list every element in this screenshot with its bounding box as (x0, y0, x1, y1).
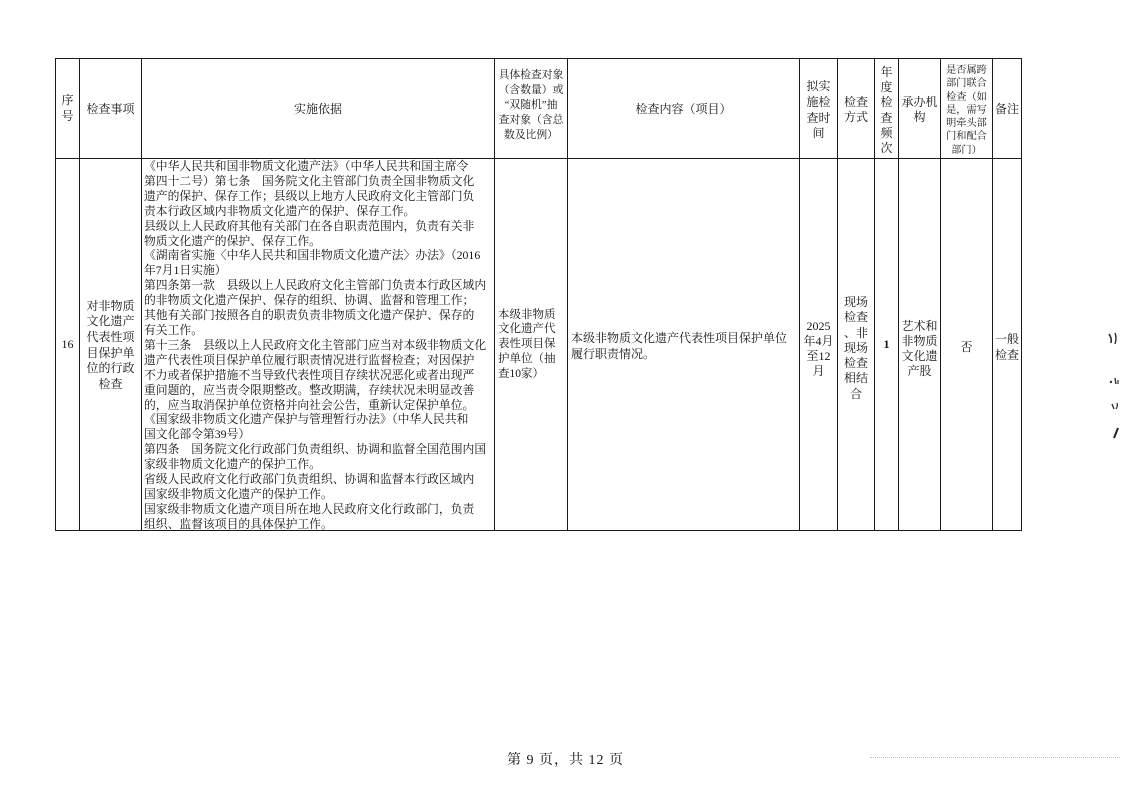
header-annual-frequency-line: 次 (880, 140, 893, 155)
cell-seq-text (62, 337, 74, 353)
header-annual-frequency-line: 检 (880, 95, 893, 110)
header-inspection-item-line: 检查事项 (86, 102, 135, 117)
cell-annual-frequency (875, 159, 899, 531)
cell-planned-time-text (803, 319, 833, 379)
scan-artifact-marks (1104, 328, 1123, 448)
header-annual-frequency (875, 59, 899, 159)
header-inspection-object-line: 查对象（含总 (498, 114, 564, 126)
legal-basis-line: 的非物质文化遗产保护、保存的组织、协调、监督和管理工作； (144, 293, 475, 308)
legal-basis-line: 第十三条 县级以上人民政府文化主管部门应当对本级非物质文化 (144, 337, 487, 352)
header-legal-basis-text (294, 102, 342, 118)
cell-joint-inspection-text (960, 340, 972, 356)
cell-inspection-method-line: 合 (849, 386, 862, 401)
header-inspection-item-text (86, 102, 134, 118)
cell-inspection-method-line: 检查 (843, 356, 868, 371)
cell-planned-time-line: 月 (812, 363, 825, 378)
legal-basis-line: 第四十二号）第七条 国务院文化主管部门负责全国非物质文化 (144, 173, 475, 188)
header-responsible-agency-text (901, 95, 937, 126)
scan-artifact-line (870, 757, 1120, 758)
legal-basis-line: 年7月1日实施） (144, 263, 227, 278)
header-seq-text (61, 93, 73, 124)
legal-basis-line: 省级人民政府文化行政部门负责组织、协调和监督本行政区域内 (144, 472, 475, 487)
cell-inspection-object-line: 查10家） (498, 367, 544, 380)
legal-basis-line: 不力或者保护措施不当导致代表性项目存续状况恶化或者出现严 (144, 367, 475, 382)
header-joint-inspection-line: 门和配合 (946, 131, 987, 143)
cell-planned-time-line: 至12 (806, 348, 831, 363)
header-inspection-object-line: 具体检查对象 (498, 69, 564, 81)
header-inspection-object-line: “双随机”抽 (504, 99, 558, 111)
cell-remark (993, 159, 1022, 531)
header-inspection-item (80, 59, 142, 159)
header-joint-inspection-text (946, 64, 987, 157)
header-joint-inspection (941, 59, 993, 159)
header-planned-time-line: 查时 (806, 110, 831, 125)
cell-inspection-content (568, 159, 800, 531)
header-remark-line: 备注 (994, 102, 1019, 117)
header-inspection-content (568, 59, 800, 159)
cell-inspection-method-line: 检查 (843, 310, 868, 325)
cell-remark-line: 一般 (994, 331, 1019, 346)
cell-joint-inspection-line: 否 (960, 339, 973, 354)
cell-seq (56, 159, 80, 531)
cell-joint-inspection (941, 159, 993, 531)
header-remark-text (995, 102, 1019, 118)
legal-basis-line: 第四条 国务院文化行政部门负责组织、协调和监督全国范围内国 (144, 442, 487, 457)
legal-basis-line: 第四条第一款 县级以上人民政府文化主管部门负责本行政区域内 (144, 278, 487, 293)
header-annual-frequency-line: 度 (880, 80, 893, 95)
cell-inspection-object-line: 文化遗产代 (498, 323, 556, 336)
header-joint-inspection-line: 明牵头部 (946, 118, 987, 130)
cell-inspection-item-line: 位的行政 (86, 361, 135, 376)
cell-inspection-item-line: 目保护单 (86, 345, 135, 360)
legal-basis-line: 《国家级非物质文化遗产保护与管理暂行办法》（中华人民共和 (144, 412, 469, 427)
cell-inspection-item (80, 159, 142, 531)
header-annual-frequency-line: 查 (880, 110, 893, 125)
legal-basis-line: 《中华人民共和国非物质文化遗产法》（中华人民共和国主席令 (144, 159, 469, 173)
cell-inspection-content-line: 履行职责情况。 (571, 346, 656, 361)
header-inspection-method-line: 方式 (843, 110, 868, 124)
legal-basis-line: 有关工作。 (144, 322, 203, 337)
cell-responsible-agency (899, 159, 941, 531)
header-inspection-content-line: 检查内容（项目） (635, 102, 732, 117)
cell-annual-frequency-line: 1 (883, 336, 890, 351)
header-inspection-object (495, 59, 568, 159)
header-inspection-object-line: 数及比例） (504, 129, 558, 141)
cell-inspection-method-line: 相结 (843, 371, 868, 386)
page-number-footer: 第 9 页，共 12 页 (507, 753, 624, 768)
legal-basis-line: 遗产的保护、保存工作；县级以上地方人民政府文化主管部门负 (144, 188, 475, 203)
cell-planned-time-line: 年4月 (803, 333, 834, 348)
inspection-plan-table (55, 58, 1022, 531)
header-planned-time (800, 59, 838, 159)
header-seq-line: 序 (61, 93, 74, 107)
legal-basis-line: 组织、监督该项目的具体保护工作。 (144, 516, 333, 531)
cell-responsible-agency-line: 文化遗 (901, 349, 938, 363)
cell-responsible-agency-line: 产股 (907, 364, 932, 378)
header-seq-line: 号 (61, 108, 74, 123)
cell-seq-line: 16 (61, 336, 74, 351)
legal-basis-line: 国家级非物质文化遗产的保护工作。 (144, 486, 333, 501)
header-planned-time-line: 间 (812, 126, 825, 141)
cell-inspection-method-line: 现场 (843, 340, 868, 355)
header-joint-inspection-line: 部门） (951, 144, 982, 156)
header-annual-frequency-line: 年 (880, 64, 893, 79)
cell-planned-time (800, 159, 838, 531)
cell-legal-basis (142, 159, 495, 531)
header-inspection-content-text (635, 102, 731, 118)
header-joint-inspection-line: 是否属跨 (946, 64, 987, 76)
header-inspection-method (838, 59, 875, 159)
legal-basis-line: 国文化部令第39号） (144, 427, 251, 442)
cell-legal-basis-text (144, 159, 486, 531)
legal-basis-line: 遗产代表性项目保护单位履行职责情况进行监督检查；对因保护 (144, 352, 475, 367)
legal-basis-line: 责本行政区域内非物质文化遗产的保护、保存工作。 (144, 203, 416, 218)
header-remark (993, 59, 1022, 159)
legal-basis-line: 县级以上人民政府其他有关部门在各自职责范围内，负责有关非 (144, 218, 475, 233)
header-joint-inspection-line: 部门联合 (946, 78, 987, 90)
legal-basis-line: 国家级非物质文化遗产项目所在地人民政府文化行政部门，负责 (144, 501, 475, 516)
cell-remark-text (995, 331, 1019, 363)
cell-annual-frequency-text (884, 337, 890, 353)
header-annual-frequency-text (880, 65, 892, 156)
cell-inspection-method-line: 、非 (843, 325, 868, 340)
cell-responsible-agency-text (901, 319, 937, 379)
header-inspection-method-line: 检查 (843, 94, 868, 109)
cell-remark-line: 检查 (994, 347, 1019, 362)
cell-inspection-item-line: 检查 (98, 376, 123, 391)
cell-responsible-agency-line: 非物质 (901, 334, 938, 348)
cell-inspection-method-line: 现场 (843, 294, 868, 309)
cell-planned-time-line: 2025 (806, 318, 831, 333)
cell-inspection-method (838, 159, 875, 531)
header-responsible-agency-line: 承办机 (901, 94, 938, 109)
cell-inspection-object (495, 159, 568, 531)
legal-basis-line: 物质文化遗产的保护、保存工作。 (144, 233, 321, 248)
cell-inspection-content-line: 本级非物质文化遗产代表性项目保护单位 (571, 331, 788, 346)
cell-inspection-method-text (844, 295, 868, 402)
header-planned-time-line: 拟实 (806, 79, 831, 94)
cell-inspection-item-text (86, 299, 134, 393)
legal-basis-line: 《湖南省实施〈中华人民共和国非物质文化遗产法〉办法》（2016 (144, 248, 481, 263)
header-inspection-method-text (844, 95, 868, 126)
legal-basis-line: 家级非物质文化遗产的保护工作。 (144, 457, 321, 472)
cell-inspection-object-line: 本级非物质 (498, 308, 556, 321)
cell-inspection-item-line: 代表性项 (86, 329, 135, 344)
cell-inspection-object-text (498, 308, 556, 382)
header-annual-frequency-line: 频 (880, 125, 893, 140)
header-inspection-object-text (499, 68, 564, 143)
header-seq (56, 59, 80, 159)
cell-inspection-object-line: 表性项目保 (498, 338, 556, 351)
cell-inspection-content-text (571, 331, 787, 361)
header-inspection-object-line: （含数量）或 (498, 84, 564, 96)
cell-inspection-object-line: 护单位（抽 (498, 352, 556, 365)
header-planned-time-line: 施检 (806, 94, 831, 109)
header-legal-basis (142, 59, 495, 159)
legal-basis-line: 重问题的，应当责令限期整改。整改期满，存续状况未明显改善 (144, 382, 475, 397)
cell-inspection-item-line: 文化遗产 (86, 314, 135, 329)
header-legal-basis-line: 实施依据 (293, 102, 342, 117)
header-joint-inspection-line: 检查（如 (946, 91, 987, 103)
header-responsible-agency-line: 构 (913, 110, 926, 124)
cell-responsible-agency-line: 艺术和 (901, 319, 938, 333)
header-responsible-agency (899, 59, 941, 159)
legal-basis-line: 的，应当取消保护单位资格并向社会公告，重新认定保护单位。 (144, 397, 475, 412)
header-planned-time-text (806, 79, 830, 141)
cell-inspection-item-line: 对非物质 (86, 298, 135, 313)
legal-basis-line: 其他有关部门按照各自的职责负责非物质文化遗产保护、保存的 (144, 308, 475, 323)
header-joint-inspection-line: 是，需写 (946, 104, 987, 116)
